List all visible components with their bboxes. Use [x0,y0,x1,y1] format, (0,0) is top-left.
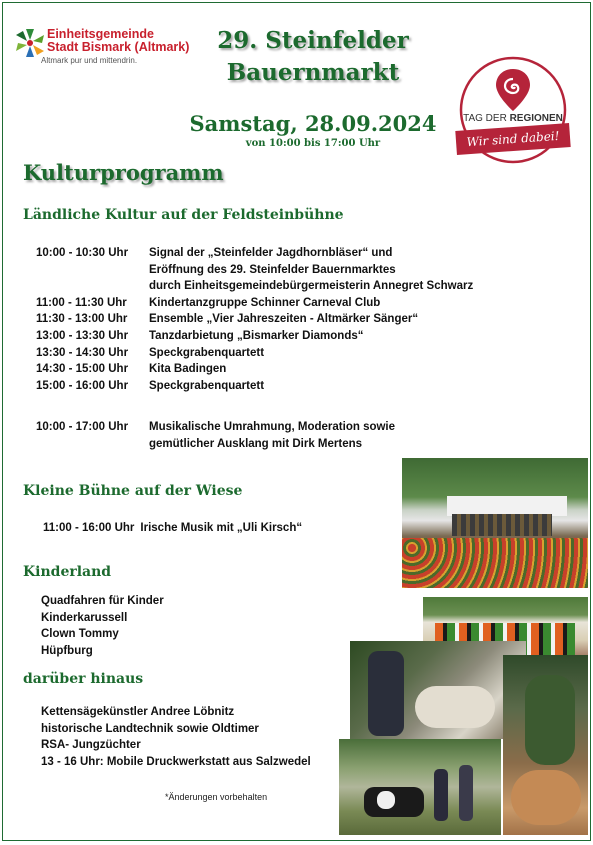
schedule-row [36,328,509,345]
changes-note: *Änderungen vorbehalten [165,792,268,802]
darueber-heading: darüber hinaus [23,671,144,687]
schedule-row [36,295,509,312]
logo-tagline: Altmark pur und mittendrin. [41,56,138,65]
schedule-description [149,345,509,362]
tag-der-regionen-badge [458,55,568,165]
photo-cattle-show [339,739,501,835]
badge-banner-text: Wir sind dabei! [466,128,560,150]
kleine-buehne-time: 11:00 - 16:00 Uhr [43,522,135,534]
moderation-row [36,419,395,452]
schedule-row [36,378,509,395]
schedule-line: Tanzdarbietung „Bismarker Diamonds“ [149,329,364,342]
schedule-line: Speckgrabenquartett [149,379,265,392]
kinderland-heading: Kinderland [23,564,112,580]
list-item: 13 - 16 Uhr: Mobile Druckwerkstatt aus Salzwedel [41,755,311,768]
event-date: Samstag, 28.09.2024 [189,111,437,136]
schedule-line: durch Einheitsgemeindebürgermeisterin Annegret Schwarz [149,280,474,293]
darueber-list [41,704,311,770]
list-item: Hüpfburg [41,644,93,657]
feldsteinbuehne-heading: Ländliche Kultur auf der Feldsteinbühne [23,207,344,223]
schedule-line: Signal der „Steinfelder Jagdhornbläser“ und [149,247,393,259]
badge-text-bold: REGIONEN [509,113,563,124]
schedule-description [149,361,509,378]
kleine-buehne-text: Irische Musik mit „Uli Kirsch“ [140,522,303,534]
kinderland-list [41,593,164,659]
schedule-row [36,361,509,378]
schedule-line: Speckgrabenquartett [149,346,265,359]
schedule-time: 11:00 - 11:30 Uhr [36,296,127,309]
moderation-line2: gemütlicher Ausklang mit Dirk Mertens [149,437,363,450]
schedule-description [149,378,509,395]
schedule-time: 13:00 - 13:30 Uhr [36,329,129,342]
title-line2: Bauernmarkt [226,59,400,86]
logo-line1: Einheitsgemeinde [47,27,154,41]
list-item: RSA- Jungzüchter [41,739,141,752]
photo-sheep-shearing [350,641,526,739]
badge-text-light: TAG DER [463,113,510,124]
schedule-time: 15:00 - 16:00 Uhr [36,379,129,392]
schedule-description [149,311,509,328]
schedule-time: 14:30 - 15:00 Uhr [36,363,129,376]
list-item: historische Landtechnik sowie Oldtimer [41,722,259,735]
moderation-time: 10:00 - 17:00 Uhr [36,421,129,433]
event-time: von 10:00 bis 17:00 Uhr [245,138,381,149]
feldsteinbuehne-schedule [36,245,509,394]
schedule-description [149,245,509,295]
list-item: Kettensägekünstler Andree Löbnitz [41,706,235,718]
schedule-line: Kita Badingen [149,363,227,376]
schedule-line: Kindertanzgruppe Schinner Carneval Club [149,296,381,309]
schedule-description [149,328,509,345]
schedule-row [36,345,509,362]
moderation-line1: Musikalische Umrahmung, Moderation sowie [149,421,396,433]
schedule-line: Ensemble „Vier Jahreszeiten - Altmärker Sänger“ [149,313,419,326]
list-item: Kinderkarussell [41,611,128,624]
schedule-time: 10:00 - 10:30 Uhr [36,247,129,259]
main-heading: Kulturprogramm [23,160,224,185]
kleine-buehne-heading: Kleine Bühne auf der Wiese [23,483,243,499]
schedule-time: 13:30 - 14:30 Uhr [36,346,129,359]
list-item: Clown Tommy [41,628,119,641]
title-line1: 29. Steinfelder [217,27,409,54]
photo-wood-carving [503,655,588,835]
flyer-page [2,2,591,841]
logo-line2: Stadt Bismark (Altmark) [47,40,190,54]
schedule-description [149,295,509,312]
photo-stage-band [402,458,588,588]
schedule-time: 11:30 - 13:00 Uhr [36,313,128,326]
list-item: Quadfahren für Kinder [41,595,164,607]
schedule-row [36,245,509,295]
schedule-line: Eröffnung des 29. Steinfelder Bauernmarktes [149,263,396,276]
schedule-row [36,311,509,328]
kleine-buehne-row [43,522,308,534]
